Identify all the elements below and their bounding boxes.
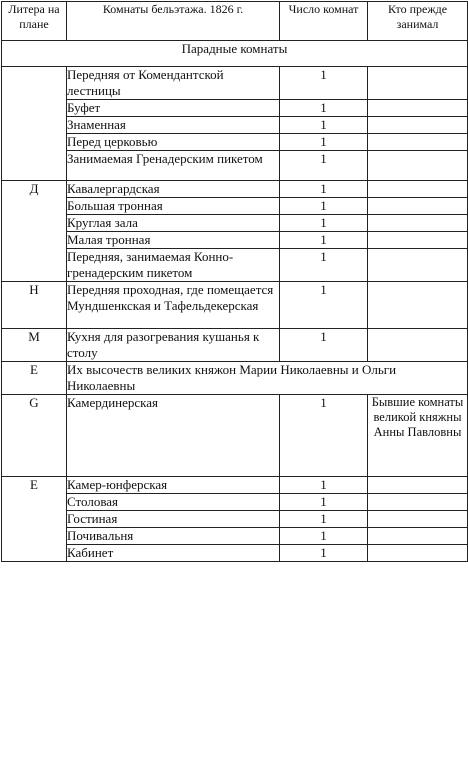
rooms-table (1, 1, 468, 562)
table-row (2, 494, 468, 511)
count-cell: 1 (280, 134, 368, 151)
table-row (2, 100, 468, 117)
section-title: Парадные комнаты (2, 41, 468, 67)
previous-cell (368, 511, 468, 528)
previous-cell (368, 100, 468, 117)
room-cell: Круглая зала (67, 215, 280, 232)
litera-cell: G (2, 395, 67, 477)
litera-cell: М (2, 329, 67, 362)
header-rooms: Комнаты бельэтажа. 1826 г. (67, 2, 280, 41)
span-text-cell: Их высочеств великих княжон Марии Николаевны и Ольги Николаевны (67, 362, 468, 395)
previous-cell (368, 249, 468, 282)
count-cell: 1 (280, 528, 368, 545)
litera-cell: Н (2, 282, 67, 329)
room-cell: Почивальня (67, 528, 280, 545)
count-cell: 1 (280, 249, 368, 282)
table-row (2, 134, 468, 151)
count-cell: 1 (280, 282, 368, 329)
previous-cell (368, 282, 468, 329)
previous-cell (368, 528, 468, 545)
count-cell: 1 (280, 395, 368, 477)
table-row (2, 232, 468, 249)
count-cell: 1 (280, 100, 368, 117)
table-row (2, 545, 468, 562)
room-cell: Гостиная (67, 511, 280, 528)
room-cell: Буфет (67, 100, 280, 117)
previous-cell (368, 477, 468, 494)
previous-cell (368, 134, 468, 151)
previous-cell: Бывшие комнаты великой княжны Анны Павловны (368, 395, 468, 477)
count-cell: 1 (280, 117, 368, 134)
room-cell: Столовая (67, 494, 280, 511)
room-cell: Перед церковью (67, 134, 280, 151)
table-row (2, 117, 468, 134)
header-previous: Кто прежде занимал (368, 2, 468, 41)
previous-cell (368, 545, 468, 562)
room-cell: Знаменная (67, 117, 280, 134)
table-row (2, 249, 468, 282)
table-row (2, 329, 468, 362)
table-row (2, 67, 468, 100)
room-cell: Занимаемая Гренадерским пикетом (67, 151, 280, 181)
count-cell: 1 (280, 67, 368, 100)
litera-cell: Е (2, 477, 67, 562)
litera-cell: Е (2, 362, 67, 395)
table-row (2, 215, 468, 232)
room-cell: Кавалергардская (67, 181, 280, 198)
count-cell: 1 (280, 329, 368, 362)
table-row (2, 395, 468, 477)
count-cell: 1 (280, 181, 368, 198)
table-row (2, 198, 468, 215)
room-cell: Камердинерская (67, 395, 280, 477)
count-cell: 1 (280, 198, 368, 215)
previous-cell (368, 67, 468, 100)
previous-cell (368, 494, 468, 511)
previous-cell (368, 232, 468, 249)
table-row (2, 181, 468, 198)
previous-cell (368, 215, 468, 232)
previous-cell (368, 329, 468, 362)
section-row (2, 41, 468, 67)
header-litera: Литера на плане (2, 2, 67, 41)
previous-cell (368, 181, 468, 198)
table-row (2, 362, 468, 395)
count-cell: 1 (280, 232, 368, 249)
previous-cell (368, 151, 468, 181)
table-row (2, 528, 468, 545)
table-row (2, 477, 468, 494)
count-cell: 1 (280, 477, 368, 494)
header-row (2, 2, 468, 41)
table-row (2, 511, 468, 528)
count-cell: 1 (280, 545, 368, 562)
table-row (2, 282, 468, 329)
room-cell: Камер-юнферская (67, 477, 280, 494)
table-row (2, 151, 468, 181)
room-cell: Малая тронная (67, 232, 280, 249)
count-cell: 1 (280, 215, 368, 232)
room-cell: Кухня для разогревания кушанья к столу (67, 329, 280, 362)
count-cell: 1 (280, 511, 368, 528)
room-cell: Большая тронная (67, 198, 280, 215)
room-cell: Передняя проходная, где помещается Мундшенкская и Тафельдекерская (67, 282, 280, 329)
header-count: Число комнат (280, 2, 368, 41)
previous-cell (368, 198, 468, 215)
count-cell: 1 (280, 151, 368, 181)
count-cell: 1 (280, 494, 368, 511)
litera-cell (2, 67, 67, 181)
room-cell: Кабинет (67, 545, 280, 562)
room-cell: Передняя, занимаемая Конно-гренадерским пикетом (67, 249, 280, 282)
previous-cell (368, 117, 468, 134)
room-cell: Передняя от Комендантской лестницы (67, 67, 280, 100)
litera-cell: Д (2, 181, 67, 282)
